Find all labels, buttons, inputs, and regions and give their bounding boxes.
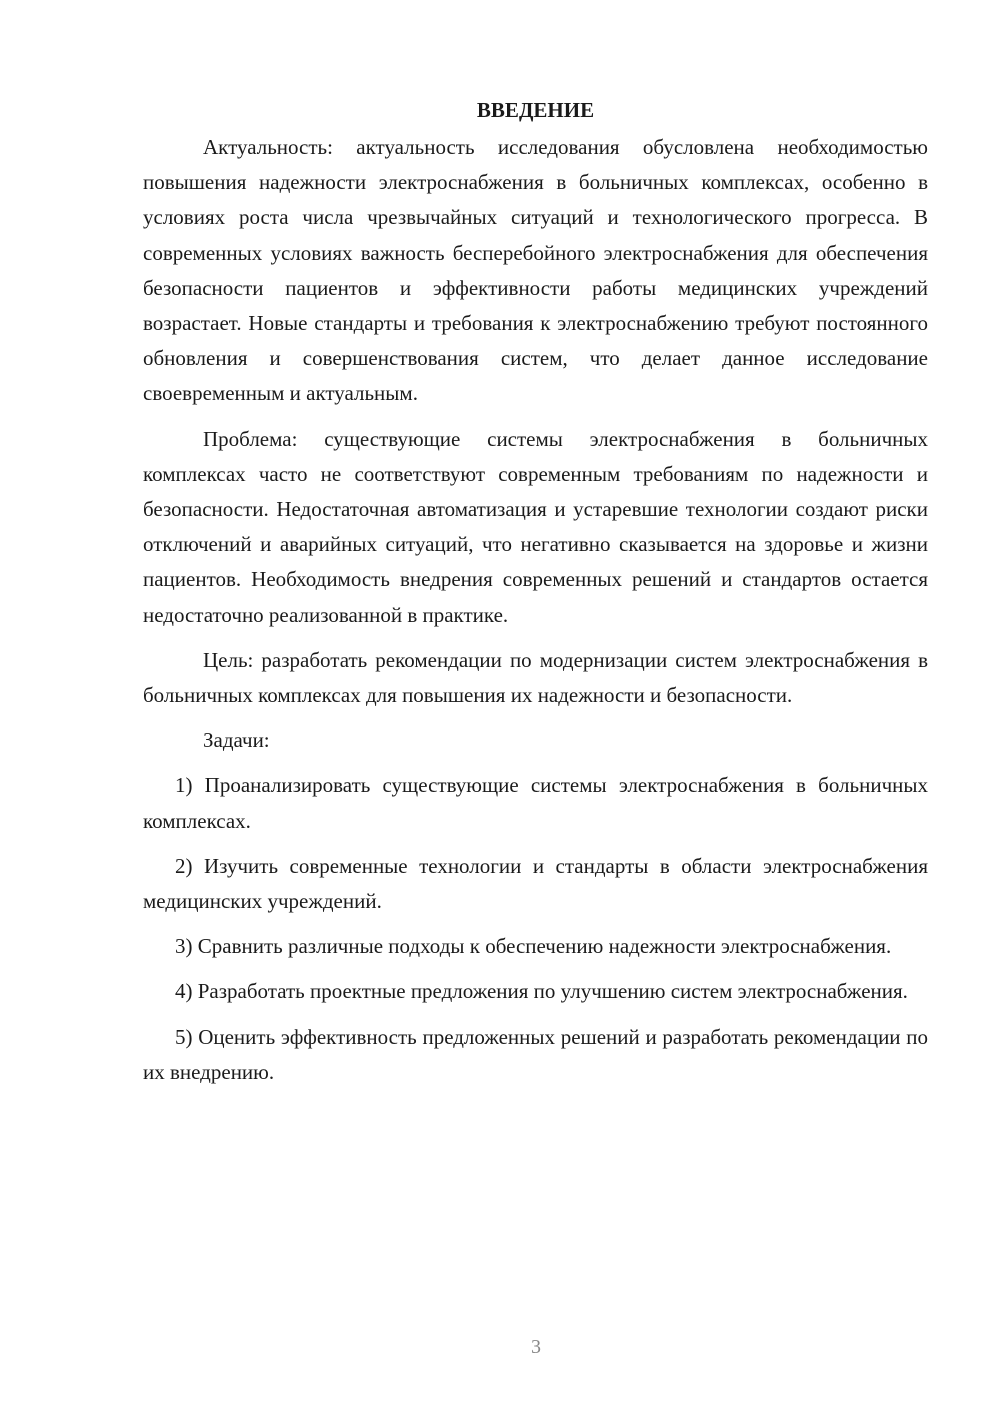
document-page xyxy=(143,92,928,1100)
task-item-5: 5) Оценить эффективность предложенных решений и разработать рекомендации по их внедрению. xyxy=(143,1024,928,1084)
task-item-1: 1) Проанализировать существующие системы электроснабжения в больничных комплексах. xyxy=(143,773,928,833)
task-item-2: 2) Изучить современные технологии и стандарты в области электроснабжения медицинских учреждений. xyxy=(143,853,928,914)
paragraph-goal: Цель: разработать рекомендации по модернизации систем электроснабжения в больничных комплексах для повышения их надежности и безопасности. xyxy=(143,647,928,708)
paragraph-relevance: Актуальность: актуальность исследования обусловлена необходимостью повышения надежности электроснабжения в больничных комплексах, особенно в условиях роста числа чрезвычайных ситуаций и технологического прогресса. В современных условиях важность бесперебойного электроснабжения для обеспечения безопасности пациентов и эффективности работы медицинских учреждений возрастает. Новые стандарты и требования к электроснабжению требуют постоянного обновления и совершенствования систем, что делает данное исследование своевременным и актуальным. xyxy=(143,135,928,406)
section-heading: ВВЕДЕНИЕ xyxy=(476,98,595,122)
page-number: 3 xyxy=(531,1336,541,1358)
paragraph-problem: Проблема: существующие системы электроснабжения в больничных комплексах часто не соответствуют современным требованиям по надежности и безопасности. Недостаточная автоматизация и устаревшие технологии создают риски отключений и аварийных ситуаций, что негативно сказывается на здоровье и жизни пациентов. Необходимость внедрения современных решений и стандартов остается недостаточно реализованной в практике. xyxy=(143,426,928,627)
task-item-3: 3) Сравнить различные подходы к обеспечению надежности электроснабжения. xyxy=(175,934,892,959)
task-item-4: 4) Разработать проектные предложения по улучшению систем электроснабжения. xyxy=(175,979,908,1004)
tasks-label: Задачи: xyxy=(203,728,270,753)
